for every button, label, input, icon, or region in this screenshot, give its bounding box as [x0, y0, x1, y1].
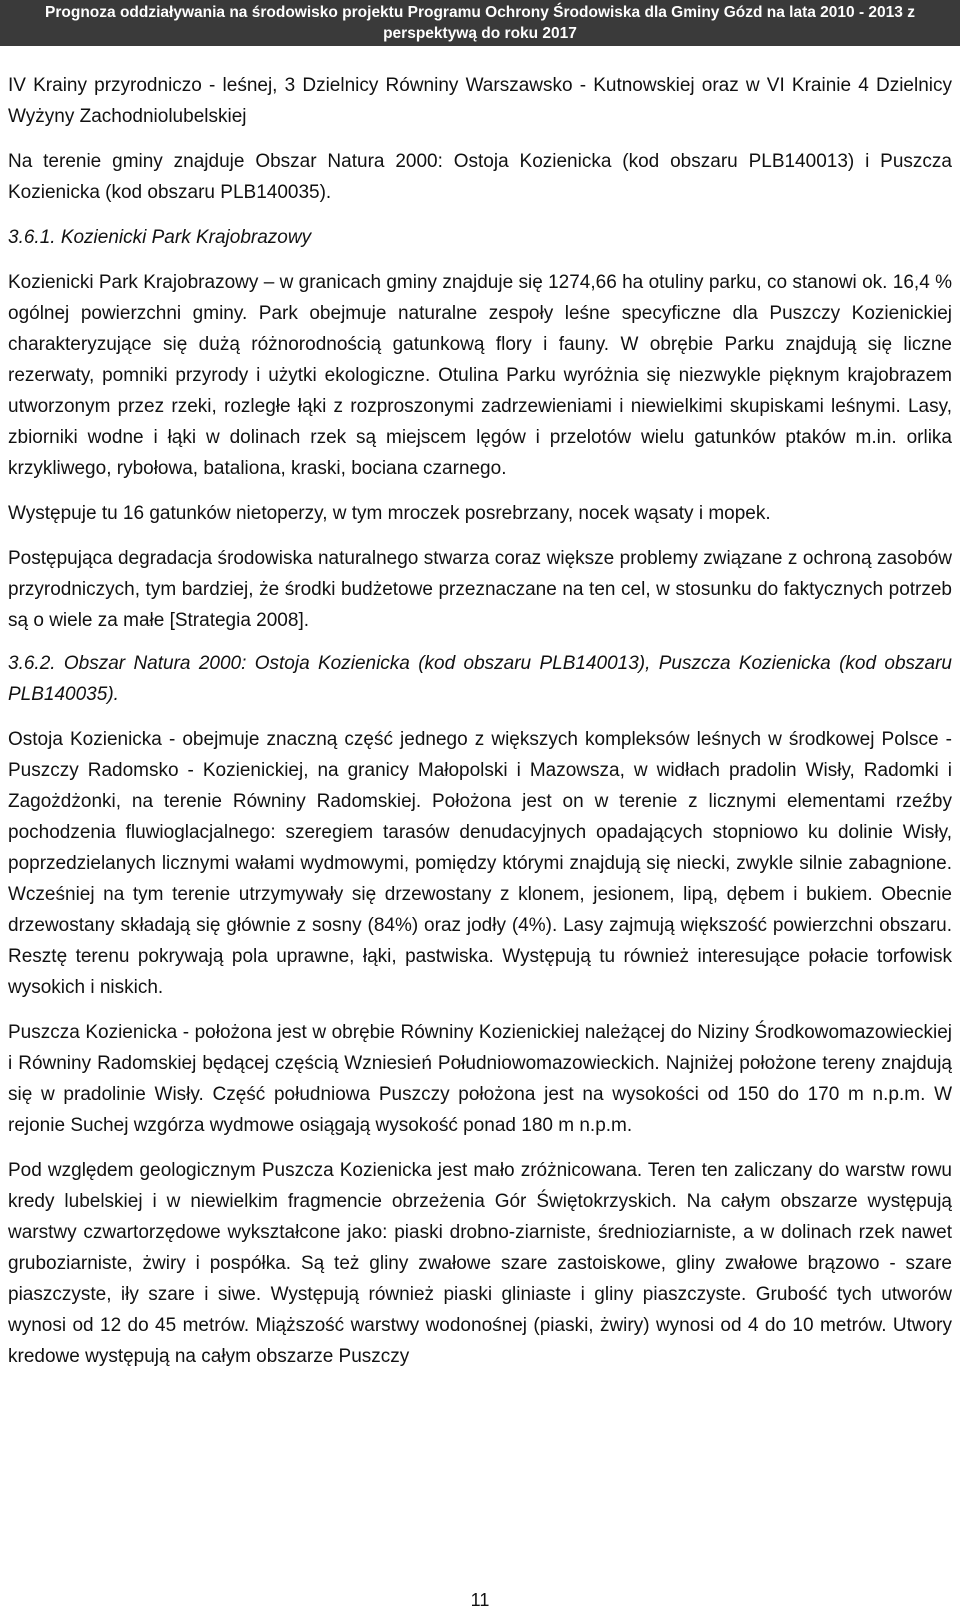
header-title-line-1: Prognoza oddziaływania na środowisko projektu Programu Ochrony Środowiska dla Gminy Gózd na lata 2010 - 2013 z	[45, 4, 915, 21]
section-heading-3-6-2: 3.6.2. Obszar Natura 2000: Ostoja Kozienicka (kod obszaru PLB140013), Puszcza Kozienicka (kod obszaru PLB140035).	[8, 653, 952, 705]
paragraph-puszcza-kozienicka: Puszcza Kozienicka - położona jest w obrębie Równiny Kozienickiej należącej do Niziny Środkowomazowieckiej i Równiny Radomskiej będącej częścią Wzniesień Południowomazowieckich. Najniżej położone tereny znajdują się w pradolinie Wisły. Część południowa Puszczy położona jest na wysokości od 150 do 170 m n.p.m. W rejonie Suchej wzgórza wydmowe osiągają wysokość ponad 180 m n.p.m.	[8, 1022, 952, 1136]
paragraph-geology: Pod względem geologicznym Puszcza Kozienicka jest mało zróżnicowana. Teren ten zaliczany do warstw rowu kredy lubelskiej i w niewielkim fragmencie obrzeżenia Gór Świętokrzyskich. Na całym obszarze występują warstwy czwartorzędowe wykształcone jako: piaski drobno-ziarniste, średnioziarniste, a w dolinach rzek nawet gruboziarniste, żwiry i pospółka. Są też gliny zwałowe szare zastoiskowe, gliny zwałowe brązowo - szare piaszczyste, iły szare i siwe. Występują również piaski gliniaste i gliny piaszczyste. Grubość tych utworów wynosi od 12 do 45 metrów. Miąższość warstwy wodonośnej (piaski, żwiry) wynosi od 4 do 10 metrów. Utwory kredowe występują na całym obszarze Puszczy	[8, 1160, 952, 1367]
document-header	[0, 0, 960, 46]
header-title-line-2: perspektywą do roku 2017	[383, 25, 577, 42]
paragraph-bats: Występuje tu 16 gatunków nietoperzy, w tym mroczek posrebrzany, nocek wąsaty i mopek.	[8, 503, 771, 524]
paragraph-park-description: Kozienicki Park Krajobrazowy – w granicach gminy znajduje się 1274,66 ha otuliny parku, co stanowi ok. 16,4 % ogólnej powierzchni gminy. Park obejmuje naturalne zespoły leśne specyficzne dla Puszczy Kozienickiej charakteryzujące się dużą różnorodnością gatunkową flory i fauny. W obrębie Parku znajdują się liczne rezerwaty, pomniki przyrody i użytki ekologiczne. Otulina Parku wyróżnia się niezwykle pięknym krajobrazem utworzonym przez rzeki, rozległe łąki z rozproszonymi zadrzewieniami i niewielkimi skupiskami leśnymi. Lasy, zbiorniki wodne i łąki w dolinach rzek są miejscem lęgów i przelotów wielu gatunków ptaków m.in. orlika krzykliwego, rybołowa, bataliona, kraski, bociana czarnego.	[8, 272, 952, 479]
document-body	[8, 70, 952, 1386]
paragraph-ostoja-kozienicka: Ostoja Kozienicka - obejmuje znaczną część jednego z większych kompleksów leśnych w środkowej Polsce - Puszczy Radomsko - Kozienickiej, na granicy Małopolski i Mazowsza, w widłach pradolin Wisły, Radomki i Zagożdżonki, na terenie Równiny Radomskiej. Położona jest on w terenie z licznymi elementami rzeźby pochodzenia fluwioglacjalnego: szeregiem tarasów denudacyjnych opadających stopniowo ku dolinie Wisły, poprzedzielanych licznymi wałami wydmowymi, pomiędzy którymi znajdują się niecki, zwykle silnie zabagnione. Wcześniej na tym terenie utrzymywały się drzewostany z klonem, jesionem, lipą, dębem i bukiem. Obecnie drzewostany składają się głównie z sosny (84%) oraz jodły (4%). Lasy zajmują większość powierzchni obszaru. Resztę terenu pokrywają pola uprawne, łąki, pastwiska. Występują tu również interesujące połacie torfowisk wysokich i niskich.	[8, 729, 952, 998]
section-heading-3-6-1: 3.6.1. Kozienicki Park Krajobrazowy	[8, 227, 312, 248]
paragraph-degradation: Postępująca degradacja środowiska naturalnego stwarza coraz większe problemy związane z ochroną zasobów przyrodniczych, tym bardziej, że środki budżetowe przeznaczane na ten cel, w stosunku do faktycznych potrzeb są o wiele za małe [Strategia 2008].	[8, 548, 952, 631]
page-number: 11	[470, 1590, 490, 1610]
paragraph-regions: IV Krainy przyrodniczo - leśnej, 3 Dzielnicy Równiny Warszawsko - Kutnowskiej oraz w VI Krainie 4 Dzielnicy Wyżyny Zachodniolubelskiej	[8, 75, 952, 127]
paragraph-natura-intro: Na terenie gminy znajduje Obszar Natura 2000: Ostoja Kozienicka (kod obszaru PLB140013) i Puszcza Kozienicka (kod obszaru PLB140035).	[8, 151, 952, 203]
